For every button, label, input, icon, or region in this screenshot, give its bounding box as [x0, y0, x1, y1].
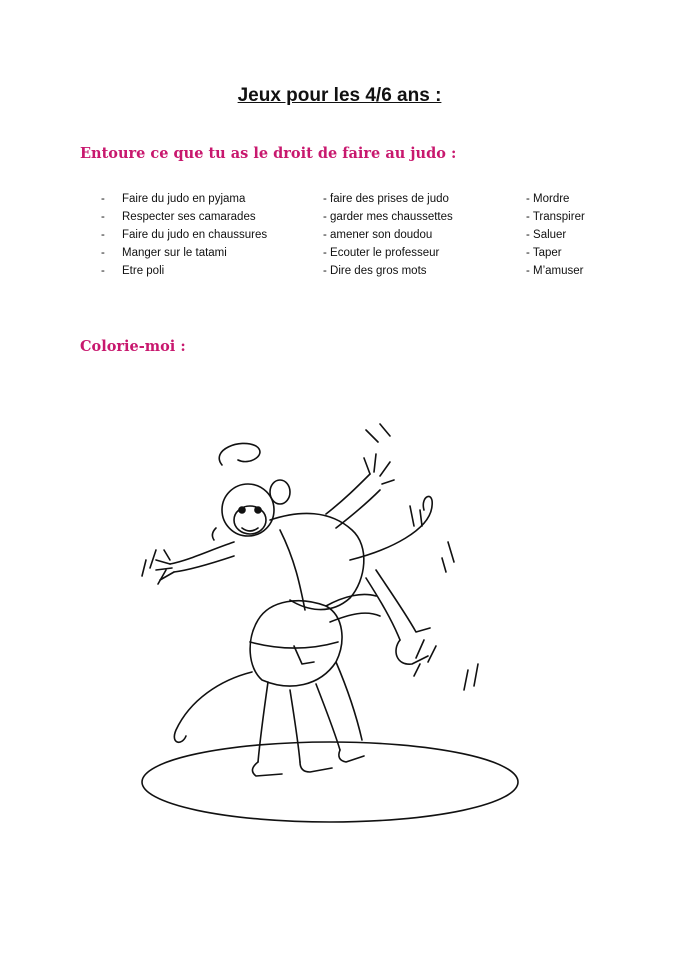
list-item: - Mordre: [526, 193, 570, 205]
list-item: - M’amuser: [526, 265, 584, 277]
list-item: - Faire du judo en pyjama: [101, 193, 246, 205]
list-item: - Transpirer: [526, 211, 585, 223]
list-item: - Ecouter le professeur: [323, 247, 440, 259]
exercise-heading: Entoure ce que tu as le droit de faire au judo :: [80, 145, 457, 162]
list-item: - amener son doudou: [323, 229, 433, 241]
list-item: - garder mes chaussettes: [323, 211, 453, 223]
activity-list-col3: [526, 190, 585, 280]
monkeys-judo-coloring-icon: [130, 410, 530, 830]
list-item: - Etre poli: [101, 265, 165, 277]
list-item: - faire des prises de judo: [323, 193, 449, 205]
list-item: - Manger sur le tatami: [101, 247, 227, 259]
page-title: Jeux pour les 4/6 ans :: [237, 85, 442, 106]
coloring-heading: Colorie-moi :: [80, 338, 186, 355]
list-item: - Taper: [526, 247, 562, 259]
list-item: - Respecter ses camarades: [101, 211, 256, 223]
activity-list-col2: [323, 190, 453, 280]
list-item: - Dire des gros mots: [323, 265, 427, 277]
list-item: - Saluer: [526, 229, 567, 241]
list-item: - Faire du judo en chaussures: [101, 229, 268, 241]
activity-list-col1: [101, 190, 267, 280]
